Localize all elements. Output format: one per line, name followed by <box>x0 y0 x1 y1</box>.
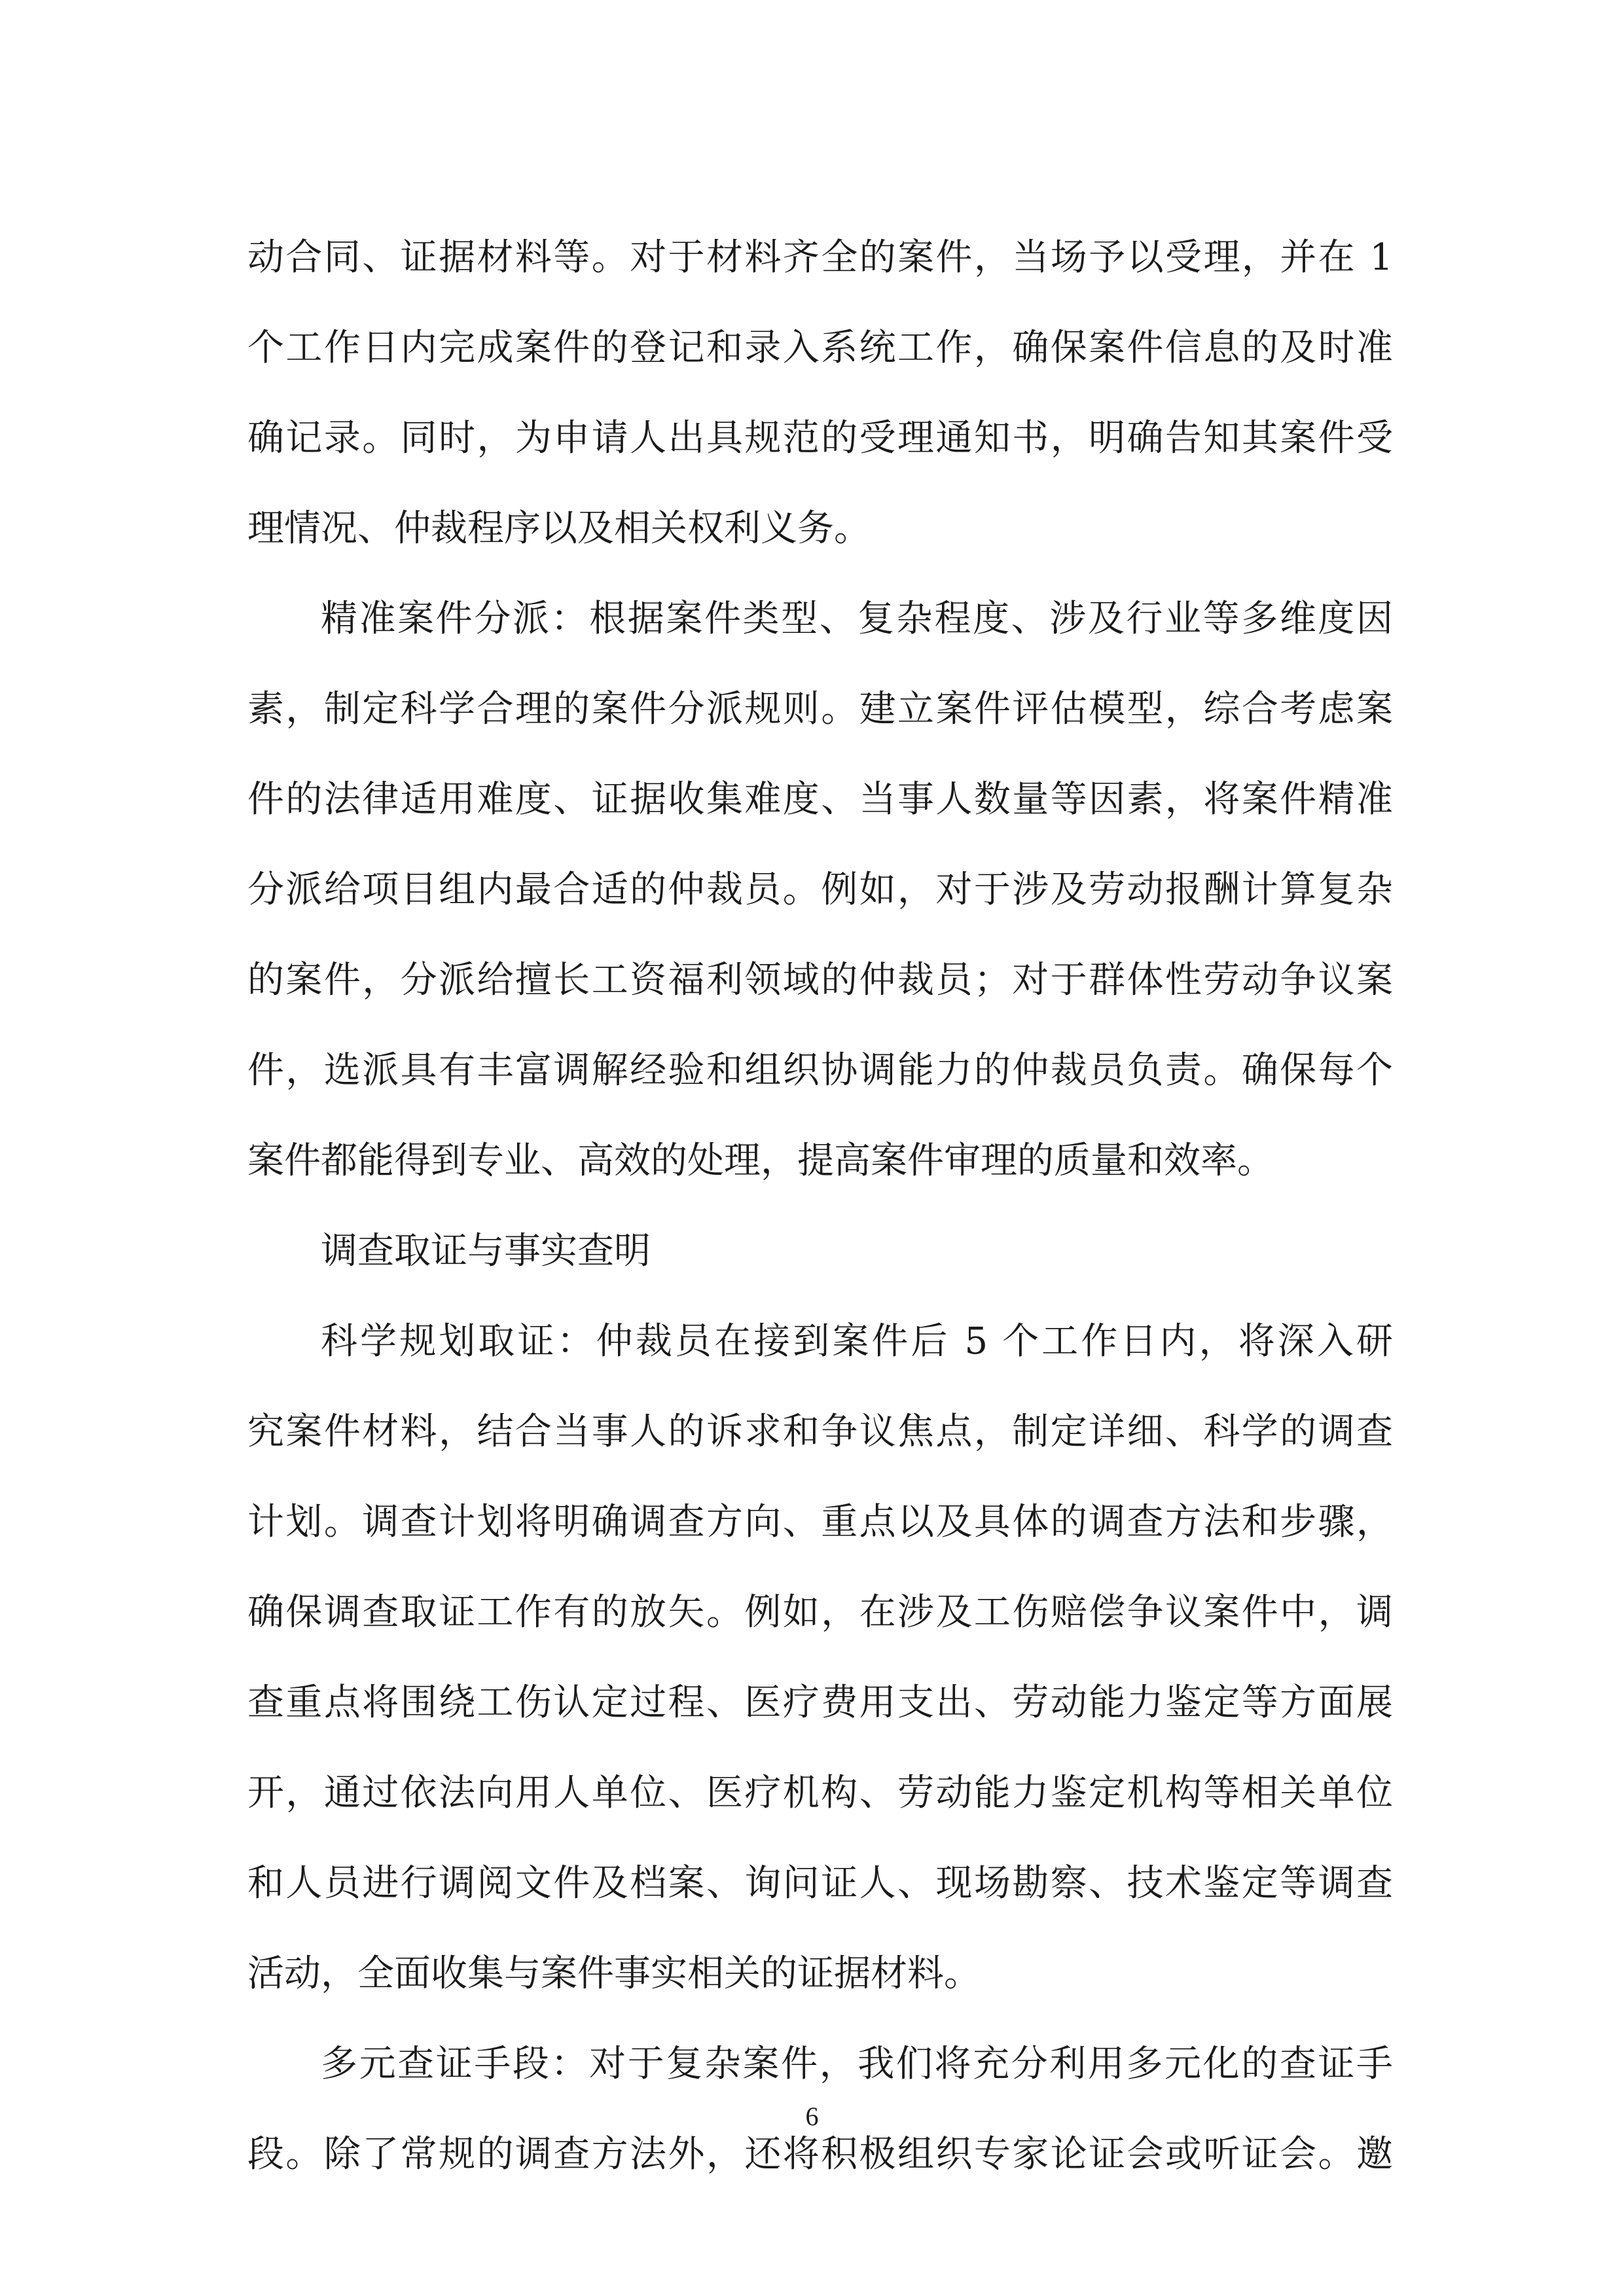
text-line: 素，制定科学合理的案件分派规则。建立案件评估模型，综合考虑案 <box>247 688 1393 730</box>
text-line: 件的法律适用难度、证据收集难度、当事人数量等因素，将案件精准 <box>247 778 1393 821</box>
text-line: 科学规划取证：仲裁员在接到案件后 5 个工作日内，将深入研 <box>321 1320 1393 1363</box>
text-line: 件，选派具有丰富调解经验和组织协调能力的仲裁员负责。确保每个 <box>247 1049 1393 1092</box>
text-line: 理情况、仲裁程序以及相关权利义务。 <box>247 507 871 550</box>
text-line: 的案件，分派给擅长工资福利领域的仲裁员；对于群体性劳动争议案 <box>247 959 1393 1001</box>
text-line: 活动，全面收集与案件事实相关的证据材料。 <box>247 1952 981 1995</box>
text-line: 究案件材料，结合当事人的诉求和争议焦点，制定详细、科学的调查 <box>247 1410 1393 1453</box>
text-line: 动合同、证据材料等。对于材料齐全的案件，当场予以受理，并在 1 <box>247 236 1393 279</box>
text-line: 个工作日内完成案件的登记和录入系统工作，确保案件信息的及时准 <box>247 327 1393 369</box>
text-line: 和人员进行调阅文件及档案、询问证人、现场勘察、技术鉴定等调查 <box>247 1862 1393 1905</box>
text-line: 案件都能得到专业、高效的处理，提高案件审理的质量和效率。 <box>247 1139 1274 1182</box>
section-heading: 调查取证与事实查明 <box>321 1230 651 1272</box>
text-line: 段。除了常规的调查方法外，还将积极组织专家论证会或听证会。邀 <box>247 2133 1393 2176</box>
text-line: 多元查证手段：对于复杂案件，我们将充分利用多元化的查证手 <box>321 2043 1393 2085</box>
body-text <box>247 213 1393 2200</box>
page-number: 6 <box>805 2102 819 2131</box>
text-line: 开，通过依法向用人单位、医疗机构、劳动能力鉴定机构等相关单位 <box>247 1772 1393 1814</box>
text-line: 查重点将围绕工伤认定过程、医疗费用支出、劳动能力鉴定等方面展 <box>247 1681 1393 1724</box>
text-line: 确记录。同时，为申请人出具规范的受理通知书，明确告知其案件受 <box>247 417 1393 459</box>
text-line: 精准案件分派：根据案件类型、复杂程度、涉及行业等多维度因 <box>321 598 1393 640</box>
text-line: 分派给项目组内最合适的仲裁员。例如，对于涉及劳动报酬计算复杂 <box>247 869 1393 911</box>
text-line: 确保调查取证工作有的放矢。例如，在涉及工伤赔偿争议案件中，调 <box>247 1591 1393 1634</box>
text-line: 计划。调查计划将明确调查方向、重点以及具体的调查方法和步骤， <box>247 1501 1393 1543</box>
